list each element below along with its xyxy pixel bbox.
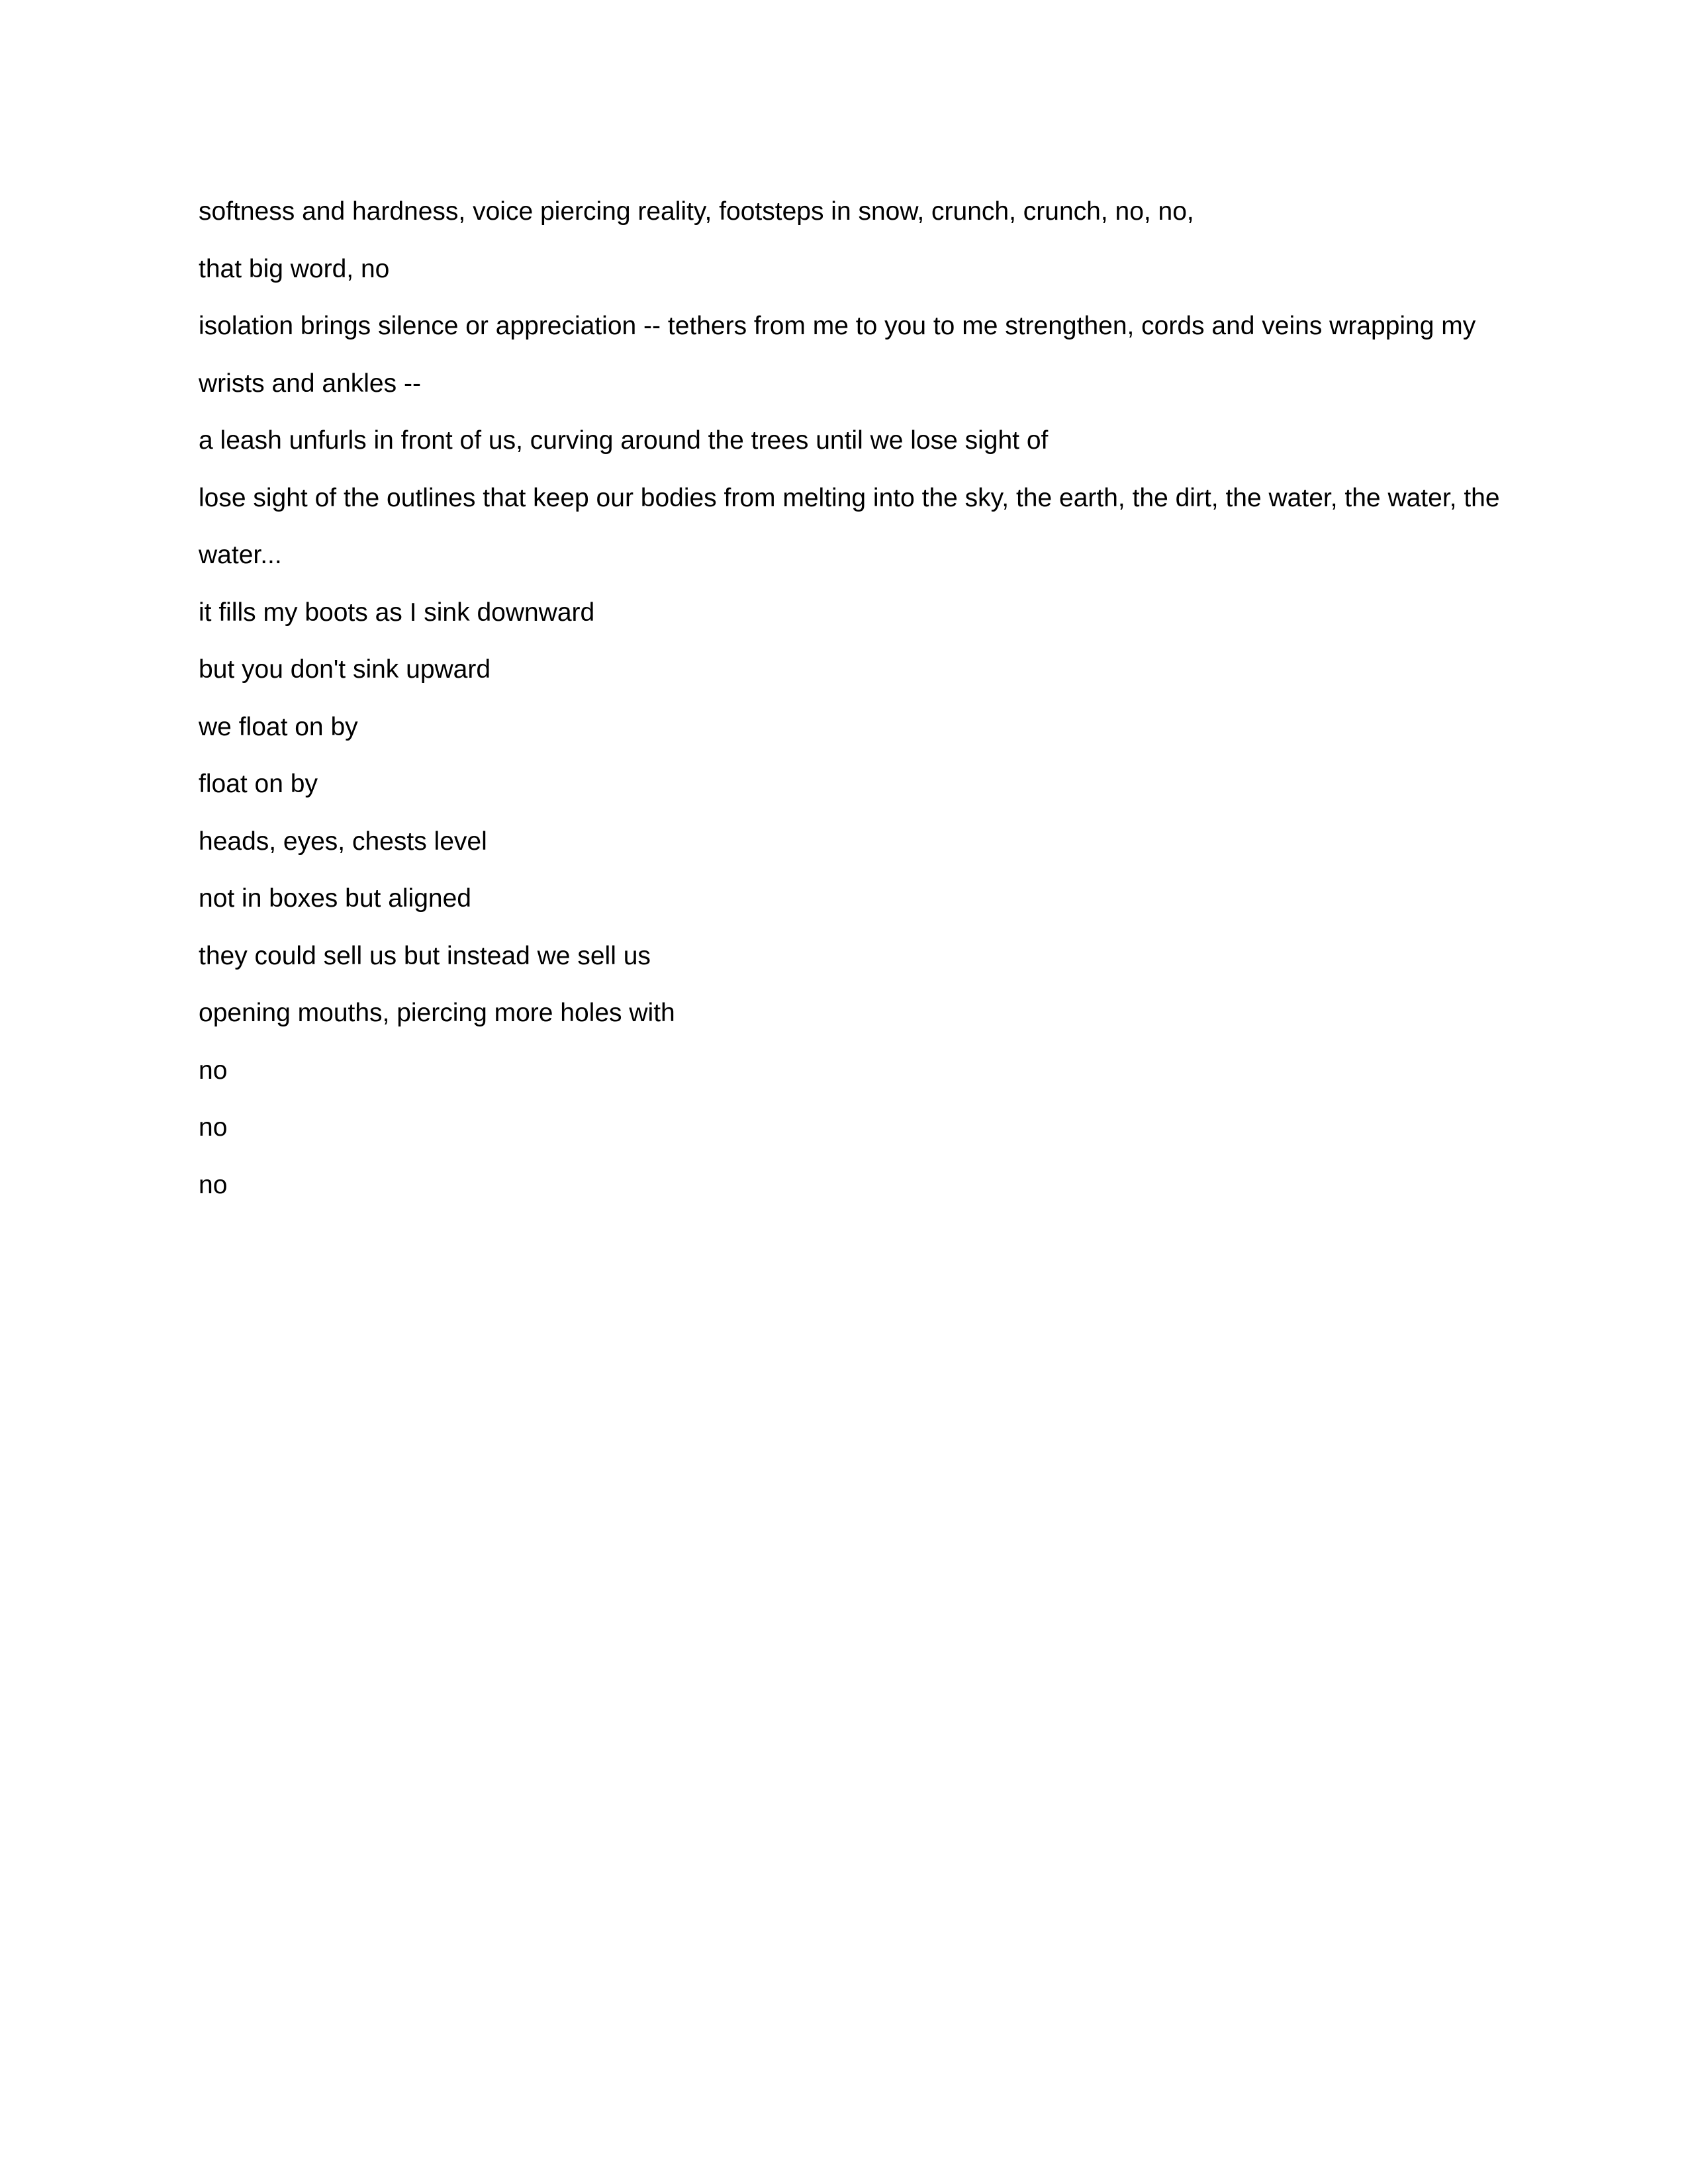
poem-line-11: float on by bbox=[199, 770, 318, 798]
poem-line-15: opening mouths, piercing more holes with bbox=[199, 999, 675, 1027]
poem-line-1: softness and hardness, voice piercing reality, footsteps in snow, crunch, crunch, no, no, bbox=[199, 197, 1194, 226]
poem-line-17: no bbox=[199, 1113, 228, 1142]
poem-line-2: that big word, no bbox=[199, 254, 390, 283]
poem-line-18: no bbox=[199, 1170, 228, 1199]
poem-line-16: no bbox=[199, 1056, 228, 1085]
poem-line-13: not in boxes but aligned bbox=[199, 884, 471, 913]
poem-line-12: heads, eyes, chests level bbox=[199, 827, 487, 856]
poem-line-7: water... bbox=[199, 541, 282, 569]
poem-line-5: a leash unfurls in front of us, curving around the trees until we lose sight of bbox=[199, 426, 1049, 455]
poem-line-8: it fills my boots as I sink downward bbox=[199, 598, 595, 627]
poem-line-3: isolation brings silence or appreciation -- tethers from me to you to me strengthen, cords and veins wrapping my bbox=[199, 312, 1476, 340]
poem-line-10: we float on by bbox=[199, 712, 358, 741]
poem-line-4: wrists and ankles -- bbox=[199, 369, 421, 398]
poem-line-14: they could sell us but instead we sell us bbox=[199, 941, 651, 970]
poem-body bbox=[199, 192, 1500, 1222]
poem-line-9: but you don't sink upward bbox=[199, 655, 491, 684]
poem-line-6: lose sight of the outlines that keep our bodies from melting into the sky, the earth, the dirt, the water, the water, the bbox=[199, 483, 1500, 512]
